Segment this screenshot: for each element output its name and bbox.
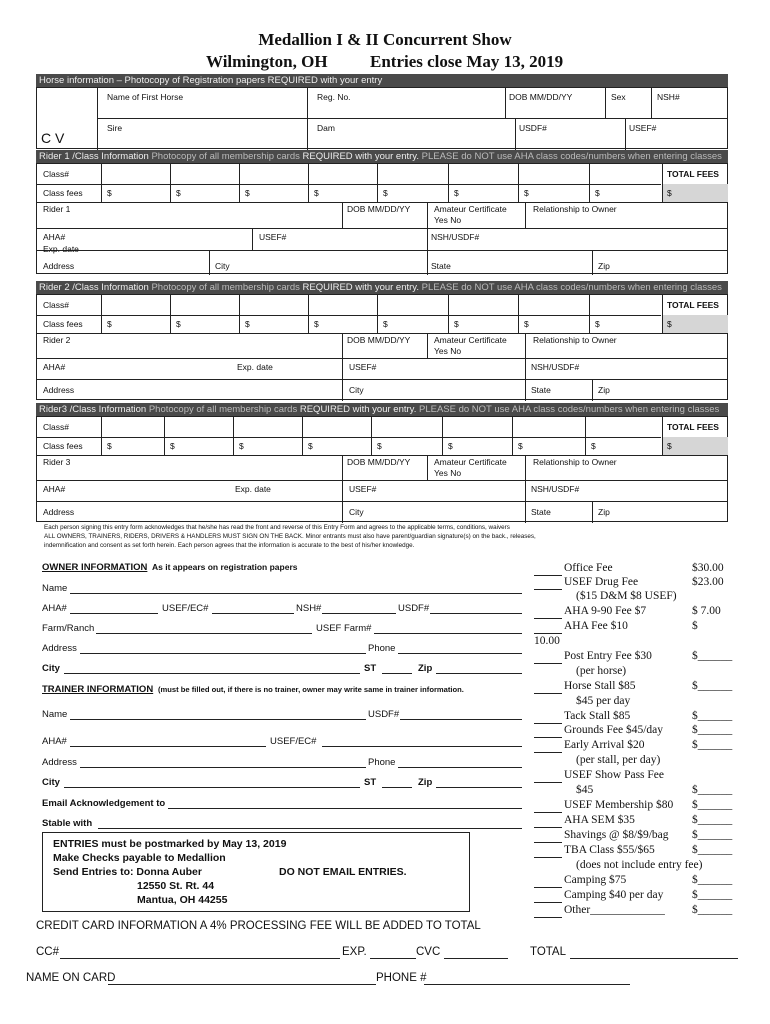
rider2-nsh-usdf-field[interactable]: NSH/USDF#	[531, 362, 580, 372]
rider2-city-field[interactable]: City	[349, 385, 364, 395]
rider1-nsh-usdf-field[interactable]: NSH/USDF#	[431, 232, 480, 242]
trainer-usdf-label: USDF#	[368, 709, 400, 720]
rider3-name-field[interactable]: Rider 3	[43, 457, 71, 467]
rider1-class-label: Class#	[43, 169, 69, 179]
trainer-st-input[interactable]	[382, 787, 412, 788]
rider2-yes-no[interactable]: Yes No	[434, 346, 462, 356]
rider2-address-field[interactable]: Address	[43, 385, 75, 395]
owner-address-input[interactable]	[80, 653, 366, 654]
rider1-dob-field[interactable]: DOB MM/DD/YY	[347, 204, 411, 214]
rider2-bar	[36, 281, 728, 294]
fee-label: Camping $75	[564, 874, 627, 886]
horse-dob-field[interactable]: DOB MM/DD/YY	[509, 92, 573, 102]
fee-label: (per horse)	[576, 665, 627, 677]
rider2-bar-label: Rider 2 /Class Information	[39, 282, 149, 293]
owner-st-label: ST	[364, 663, 377, 674]
rider3-aha-field[interactable]: AHA#	[43, 484, 66, 494]
phone-input[interactable]	[424, 984, 630, 985]
rider1-aha-field[interactable]: AHA#	[43, 232, 66, 242]
fee-label: Shavings @ $8/$9/bag	[564, 829, 669, 841]
trainer-usef-ec-input[interactable]	[322, 746, 522, 747]
fee-check-line[interactable]	[534, 812, 562, 813]
rider3-total-fees-label: TOTAL FEES	[667, 422, 719, 432]
horse-nsh-field[interactable]: NSH#	[657, 92, 680, 102]
rider2-fee-8[interactable]: $	[595, 319, 600, 329]
fee-label: Office Fee	[564, 562, 613, 574]
fee-amount[interactable]: $______	[692, 904, 733, 916]
rider2-aha-field[interactable]: AHA#	[43, 362, 66, 372]
fee-amount[interactable]: $______	[692, 680, 733, 692]
fee-amount[interactable]: $______	[692, 784, 733, 796]
mail-city: Mantua, OH 44255	[137, 894, 228, 906]
rider3-amateur-label: Amateur Certificate	[434, 457, 507, 467]
owner-usdf-input[interactable]	[430, 613, 522, 614]
rider1-bar	[36, 150, 728, 163]
fee-amount[interactable]: $______	[692, 724, 733, 736]
rider1-zip-field[interactable]: Zip	[598, 261, 610, 271]
rider3-fee-5[interactable]: $	[377, 441, 382, 451]
rider2-fee-7[interactable]: $	[524, 319, 529, 329]
rider2-usef-field[interactable]: USEF#	[349, 362, 377, 372]
email-ack-label: Email Acknowledgement to	[42, 798, 166, 809]
rider2-amateur-label: Amateur Certificate	[434, 335, 507, 345]
rider3-nsh-usdf-field[interactable]: NSH/USDF#	[531, 484, 580, 494]
rider1-address-field[interactable]: Address	[43, 261, 75, 271]
disclaimer-line-1: Each person signing this entry form acknowledges that he/she has read the front and reverse of this Entry Form and agrees to the applicable terms, conditions, waivers	[44, 524, 510, 531]
rider1-fee-3[interactable]: $	[245, 188, 250, 198]
cv-mark: C V	[41, 130, 65, 146]
trainer-phone-input[interactable]	[398, 767, 522, 768]
fee-label: USEF Membership $80	[564, 799, 674, 811]
fee-amount[interactable]: $______	[692, 739, 733, 751]
stable-with-label: Stable with	[42, 818, 93, 829]
fee-label: Tack Stall $85	[564, 710, 631, 722]
fee-amount[interactable]: $______	[692, 799, 733, 811]
rider3-fee-8[interactable]: $	[591, 441, 596, 451]
owner-nsh-input[interactable]	[322, 613, 396, 614]
no-email-notice: DO NOT EMAIL ENTRIES.	[279, 866, 407, 878]
fee-amount: $	[692, 620, 698, 632]
owner-subheading: As it appears on registration papers	[152, 562, 298, 572]
rider1-city-field[interactable]: City	[215, 261, 230, 271]
owner-address-label: Address	[42, 643, 77, 654]
fee-label: Grounds Fee $45/day	[564, 724, 664, 736]
owner-nsh-label: NSH#	[296, 603, 322, 614]
rider1-fee-7[interactable]: $	[524, 188, 529, 198]
dam-field[interactable]: Dam	[317, 123, 335, 133]
trainer-address-input[interactable]	[80, 767, 366, 768]
fee-check-line[interactable]	[534, 857, 562, 858]
fee-label: USEF Drug Fee	[564, 576, 639, 588]
rider1-state-field[interactable]: State	[431, 261, 451, 271]
trainer-city-input[interactable]	[64, 787, 360, 788]
rider1-amateur-label: Amateur Certificate	[434, 204, 507, 214]
cvc-input[interactable]	[444, 958, 508, 959]
trainer-usdf-input[interactable]	[400, 719, 522, 720]
fee-amount: $30.00	[692, 562, 724, 574]
horse-sex-field[interactable]: Sex	[611, 92, 626, 102]
rider3-class-fees-label: Class fees	[43, 441, 83, 451]
rider1-grid	[36, 163, 728, 274]
rider3-total-fee[interactable]: $	[667, 441, 672, 451]
rider2-name-field[interactable]: Rider 2	[43, 335, 71, 345]
rider3-bar-required: REQUIRED with your entry.	[299, 404, 417, 415]
rider3-bar-note: PLEASE do NOT use AHA class codes/numbers when entering classes	[419, 404, 720, 415]
rider3-usef-field[interactable]: USEF#	[349, 484, 377, 494]
horse-info-grid	[36, 87, 728, 149]
rider3-bar-label: Rider3 /Class Information	[39, 404, 147, 415]
fee-check-line[interactable]	[534, 663, 562, 664]
rider1-fee-1[interactable]: $	[107, 188, 112, 198]
owner-zip-input[interactable]	[436, 673, 522, 674]
checks-payable: Make Checks payable to Medallion	[53, 852, 226, 864]
owner-usef-ec-label: USEF/EC#	[162, 603, 209, 614]
fee-amount[interactable]: $______	[692, 710, 733, 722]
email-ack-input[interactable]	[168, 808, 522, 809]
disclaimer-line-2: ALL OWNERS, TRAINERS, RIDERS, DRIVERS & HANDLERS MUST SIGN ON THE BACK. Minor entrants must also have parent/guardian signature(s) on the back., releases,	[44, 533, 536, 540]
owner-zip-label: Zip	[418, 663, 433, 674]
fee-amount[interactable]: $______	[692, 874, 733, 886]
trainer-heading: TRAINER INFORMATION	[42, 684, 154, 695]
page-title: Medallion I & II Concurrent Show	[258, 30, 512, 49]
rider2-grid	[36, 294, 728, 400]
owner-city-input[interactable]	[64, 673, 360, 674]
fee-amount[interactable]: $______	[692, 889, 733, 901]
rider3-address-field[interactable]: Address	[43, 507, 75, 517]
trainer-zip-label: Zip	[418, 777, 433, 788]
fee-amount[interactable]: $______	[692, 650, 733, 662]
exp-label: EXP.	[342, 946, 367, 958]
rider1-fee-6[interactable]: $	[454, 188, 459, 198]
rider1-bar-label: Rider 1 /Class Information	[39, 151, 149, 162]
fee-label: AHA Fee $10	[564, 620, 628, 632]
mailing-info-box	[42, 832, 470, 912]
fee-check-line[interactable]	[534, 752, 562, 753]
rider1-relationship-field[interactable]: Relationship to Owner	[533, 204, 617, 214]
fee-amount[interactable]: $______	[692, 829, 733, 841]
rider1-usef-field[interactable]: USEF#	[259, 232, 287, 242]
rider3-fee-1[interactable]: $	[107, 441, 112, 451]
rider2-fee-6[interactable]: $	[454, 319, 459, 329]
owner-usdf-label: USDF#	[398, 603, 430, 614]
trainer-name-label: Name	[42, 709, 68, 720]
fee-label: TBA Class $55/$65	[564, 844, 655, 856]
rider1-fee-2[interactable]: $	[176, 188, 181, 198]
rider2-fee-4[interactable]: $	[314, 319, 319, 329]
fee-label: Camping $40 per day	[564, 889, 664, 901]
owner-phone-label: Phone	[368, 643, 396, 654]
rider2-class-label: Class#	[43, 300, 69, 310]
owner-phone-input[interactable]	[398, 653, 522, 654]
rider1-fee-4[interactable]: $	[314, 188, 319, 198]
fee-label: $45 per day	[576, 695, 631, 707]
rider3-city-field[interactable]: City	[349, 507, 364, 517]
owner-st-input[interactable]	[382, 673, 412, 674]
trainer-phone-label: Phone	[368, 757, 396, 768]
owner-name-label: Name	[42, 583, 68, 594]
credit-card-note: CREDIT CARD INFORMATION A 4% PROCESSING FEE WILL BE ADDED TO TOTAL	[36, 920, 481, 932]
trainer-st-label: ST	[364, 777, 377, 788]
rider1-fee-5[interactable]: $	[383, 188, 388, 198]
rider1-bar-required: REQUIRED with your entry.	[302, 151, 419, 162]
rider3-fee-3[interactable]: $	[239, 441, 244, 451]
horse-usef-field[interactable]: USEF#	[629, 123, 657, 133]
reg-no-field[interactable]: Reg. No.	[317, 92, 351, 102]
rider3-relationship-field[interactable]: Relationship to Owner	[533, 457, 617, 467]
rider2-bar-note: PLEASE do NOT use AHA class codes/numbers when entering classes	[421, 282, 722, 293]
rider3-state-field[interactable]: State	[531, 507, 551, 517]
rider3-fee-2[interactable]: $	[170, 441, 175, 451]
entries-close-date: Entries close May 13, 2019	[370, 52, 564, 71]
rider3-bar	[36, 403, 728, 416]
fee-label: AHA 9-90 Fee $7	[564, 605, 647, 617]
fee-amount: $23.00	[692, 576, 724, 588]
total-input[interactable]	[570, 958, 738, 959]
fee-check-line[interactable]	[534, 842, 562, 843]
owner-name-input[interactable]	[70, 593, 522, 594]
horse-bar-required: REQUIRED with your entry	[267, 75, 383, 86]
fee-check-line[interactable]	[534, 575, 562, 576]
horse-bar-label: Horse information – Photocopy of Registration papers	[39, 75, 266, 86]
fee-amount: $ 7.00	[692, 605, 721, 617]
trainer-note: (must be filled out, if there is no trainer, owner may write same in trainer information.	[158, 685, 464, 694]
owner-farm-label: Farm/Ranch	[42, 623, 95, 634]
fee-check-line[interactable]	[534, 633, 562, 634]
rider1-fee-8[interactable]: $	[595, 188, 600, 198]
owner-farm-input[interactable]	[96, 633, 312, 634]
send-entries-to: Send Entries to: Donna Auber	[53, 866, 202, 878]
rider2-fee-1[interactable]: $	[107, 319, 112, 329]
rider2-total-fees-label: TOTAL FEES	[667, 300, 719, 310]
rider2-bar-required: REQUIRED with your entry.	[302, 282, 419, 293]
owner-aha-label: AHA#	[42, 603, 67, 614]
horse-usdf-field[interactable]: USDF#	[519, 123, 547, 133]
cc-label: CC#	[36, 946, 60, 958]
fee-check-line[interactable]	[534, 887, 562, 888]
mail-street: 12550 St. Rt. 44	[137, 880, 215, 892]
rider2-zip-field[interactable]: Zip	[598, 385, 610, 395]
cvc-label: CVC	[416, 946, 441, 958]
stable-with-input[interactable]	[98, 828, 522, 829]
fee-check-line[interactable]	[534, 782, 562, 783]
rider2-bar-photocopy: Photocopy of all membership cards	[151, 282, 300, 293]
rider1-bar-photocopy: Photocopy of all membership cards	[151, 151, 300, 162]
rider3-fee-7[interactable]: $	[518, 441, 523, 451]
rider3-zip-field[interactable]: Zip	[598, 507, 610, 517]
exp-input[interactable]	[370, 958, 416, 959]
owner-city-label: City	[42, 663, 60, 674]
postmark-deadline: ENTRIES must be postmarked by May 13, 2019	[53, 838, 287, 850]
rider2-fee-2[interactable]: $	[176, 319, 181, 329]
rider2-total-fee[interactable]: $	[667, 319, 672, 329]
owner-usef-ec-input[interactable]	[212, 613, 294, 614]
trainer-aha-input[interactable]	[70, 746, 266, 747]
fee-check-line[interactable]	[534, 902, 562, 903]
rider3-grid	[36, 416, 728, 522]
trainer-city-label: City	[42, 777, 60, 788]
rider1-bar-note: PLEASE do NOT use AHA class codes/numbers when entering classes	[421, 151, 722, 162]
sire-field[interactable]: Sire	[107, 123, 123, 133]
owner-aha-input[interactable]	[70, 613, 158, 614]
rider2-class-fees-label: Class fees	[43, 319, 83, 329]
fee-label: ($15 D&M $8 USEF)	[576, 590, 677, 602]
rider2-dob-field[interactable]: DOB MM/DD/YY	[347, 335, 411, 345]
fee-label: (does not include entry fee)	[576, 859, 703, 871]
fee-check-line[interactable]	[534, 693, 562, 694]
show-location: Wilmington, OH	[206, 52, 328, 71]
fee-check-line[interactable]	[534, 589, 562, 590]
rider1-class-fees-label: Class fees	[43, 188, 83, 198]
trainer-address-label: Address	[42, 757, 77, 768]
rider1-total-fees-label: TOTAL FEES	[667, 169, 719, 179]
rider3-dob-field[interactable]: DOB MM/DD/YY	[347, 457, 411, 467]
rider2-state-field[interactable]: State	[531, 385, 551, 395]
fee-check-line[interactable]	[534, 723, 562, 724]
fee-label: USEF Show Pass Fee	[564, 769, 665, 781]
rider3-fee-4[interactable]: $	[308, 441, 313, 451]
fee-label: Early Arrival $20	[564, 739, 645, 751]
fee-label: Post Entry Fee $30	[564, 650, 652, 662]
fee-label: 10.00	[534, 635, 560, 647]
rider2-exp-date-field[interactable]: Exp. date	[237, 362, 273, 372]
horse-name-field[interactable]: Name of First Horse	[107, 92, 184, 102]
fee-check-line[interactable]	[534, 737, 562, 738]
trainer-zip-input[interactable]	[436, 787, 522, 788]
owner-usef-farm-input[interactable]	[374, 633, 522, 634]
owner-heading: OWNER INFORMATION	[42, 562, 148, 573]
fee-amount[interactable]: $______	[692, 844, 733, 856]
rider1-total-fee[interactable]: $	[667, 188, 672, 198]
rider3-class-label: Class#	[43, 422, 69, 432]
cc-number-input[interactable]	[60, 958, 340, 959]
fee-label: Other_____________	[564, 904, 665, 916]
name-on-card-input[interactable]	[108, 984, 376, 985]
fee-check-line[interactable]	[534, 827, 562, 828]
rider2-relationship-field[interactable]: Relationship to Owner	[533, 335, 617, 345]
rider1-exp-date-field[interactable]: Exp. date	[43, 244, 79, 254]
rider3-fee-6[interactable]: $	[448, 441, 453, 451]
rider2-fee-3[interactable]: $	[245, 319, 250, 329]
phone-label: PHONE #	[376, 972, 427, 984]
fee-label: $45	[576, 784, 594, 796]
rider3-exp-date-field[interactable]: Exp. date	[235, 484, 271, 494]
rider1-yes-no[interactable]: Yes No	[434, 215, 462, 225]
total-label: TOTAL	[530, 946, 566, 958]
horse-info-bar	[36, 74, 728, 87]
owner-usef-farm-label: USEF Farm#	[316, 623, 372, 634]
disclaimer-line-3: indemnification and consent as set forth herein. Each person agrees that the information is accurate to the best of his/her knowledge.	[44, 542, 415, 549]
trainer-name-input[interactable]	[70, 719, 366, 720]
rider1-name-field[interactable]: Rider 1	[43, 204, 71, 214]
rider3-bar-photocopy: Photocopy of all membership cards	[148, 404, 298, 415]
fee-label: Horse Stall $85	[564, 680, 636, 692]
trainer-aha-label: AHA#	[42, 736, 67, 747]
rider2-fee-5[interactable]: $	[383, 319, 388, 329]
fee-check-line[interactable]	[534, 618, 562, 619]
fee-check-line[interactable]	[534, 917, 562, 918]
trainer-usef-ec-label: USEF/EC#	[270, 736, 317, 747]
fee-label: (per stall, per day)	[576, 754, 661, 766]
name-on-card-label: NAME ON CARD	[26, 972, 116, 984]
rider3-yes-no[interactable]: Yes No	[434, 468, 462, 478]
fee-label: AHA SEM $35	[564, 814, 635, 826]
fee-amount[interactable]: $______	[692, 814, 733, 826]
